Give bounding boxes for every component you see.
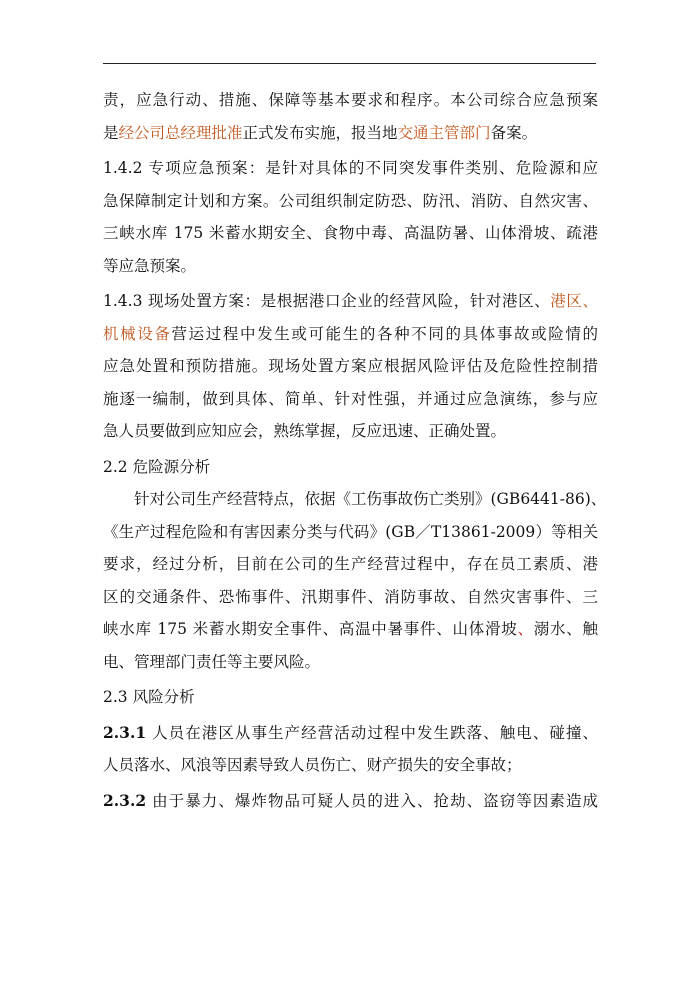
paragraph-line — [103, 613, 598, 646]
paragraph-line: 要求，经过分析，目前在公司的生产经营过程中，存在员工素质、港 — [103, 555, 598, 573]
paragraph-line — [103, 117, 598, 150]
text-run: 峡水库 175 米蓄水期安全事件、高温中暑事件、山体滑坡 — [103, 620, 518, 638]
paragraph-line: 应急处置和预防措施。现场处置方案应根据风险评估及危险性控制措 — [103, 357, 598, 375]
item-number: 2.3.1 — [103, 722, 147, 742]
text-run: 1.4.3 现场处置方案：是根据港口企业的经营风险，针对港区、 — [103, 292, 551, 310]
highlight-approval: 经公司总经理批准 — [118, 123, 243, 142]
document-body — [103, 84, 607, 817]
paragraph-line: 电、管理部门责任等主要风险。 — [103, 652, 321, 671]
section-heading: 2.3 风险分析 — [103, 688, 195, 706]
text-run: 是 — [103, 123, 119, 142]
text-run: 由于暴力、爆炸物品可疑人员的进入、抢劫、盗窃等因素造成 — [146, 791, 598, 810]
paragraph-line: 《生产过程危险和有害因素分类与代码》(GB／T13861-2009）等相关 — [103, 522, 598, 541]
red-mark: 、 — [517, 620, 534, 638]
paragraph-line: 三峡水库 175 米蓄水期安全、食物中毒、高温防暑、山体滑坡、疏港 — [103, 224, 598, 242]
text-run: 溺水、触 — [533, 620, 598, 638]
highlight-port-area: 港区、 — [550, 292, 598, 310]
paragraph-line: 区的交通条件、恐怖事件、汛期事件、消防事故、自然灾害事件、三 — [103, 587, 598, 606]
text-run: 营运过程中发生或可能生的各种不同的具体事故或险情的 — [171, 324, 598, 343]
paragraph-line — [103, 717, 598, 750]
header-rule — [103, 63, 596, 64]
highlight-machinery: 机械设备 — [103, 324, 172, 343]
highlight-transport-dept: 交通主管部门 — [397, 123, 491, 142]
paragraph-line: 责，应急行动、措施、保障等基本要求和程序。本公司综合应急预案 — [103, 91, 598, 109]
paragraph-line — [103, 285, 598, 318]
item-number: 2.3.2 — [103, 790, 147, 810]
paragraph-line: 1.4.2 专项应急预案：是针对具体的不同突发事件类别、危险源和应 — [103, 159, 598, 177]
text-run: 正式发布实施，报当地 — [242, 123, 398, 142]
paragraph-line: 针对公司生产经营特点，依据《工伤事故伤亡类别》(GB6441-86)、 — [134, 490, 607, 508]
section-heading: 2.2 危险源分析 — [103, 457, 211, 476]
paragraph-line — [103, 785, 598, 818]
paragraph-line — [103, 318, 598, 351]
paragraph-line: 人员落水、风浪等因素导致人员伤亡、财产损失的安全事故； — [103, 756, 522, 774]
paragraph-line: 急保障制定计划和方案。公司组织制定防恐、防汛、消防、自然灾害、 — [103, 191, 598, 210]
paragraph-line: 等应急预案。 — [103, 256, 197, 275]
text-run: 备案。 — [490, 123, 538, 142]
paragraph-line: 急人员要做到应知应会，熟练掌握，反应迅速、正确处置。 — [103, 422, 507, 440]
text-run: 人员在港区从事生产经营活动过程中发生跌落、触电、碰撞、 — [146, 723, 598, 742]
paragraph-line: 施逐一编制，做到具体、简单、针对性强，并通过应急演练，参与应 — [103, 389, 598, 408]
